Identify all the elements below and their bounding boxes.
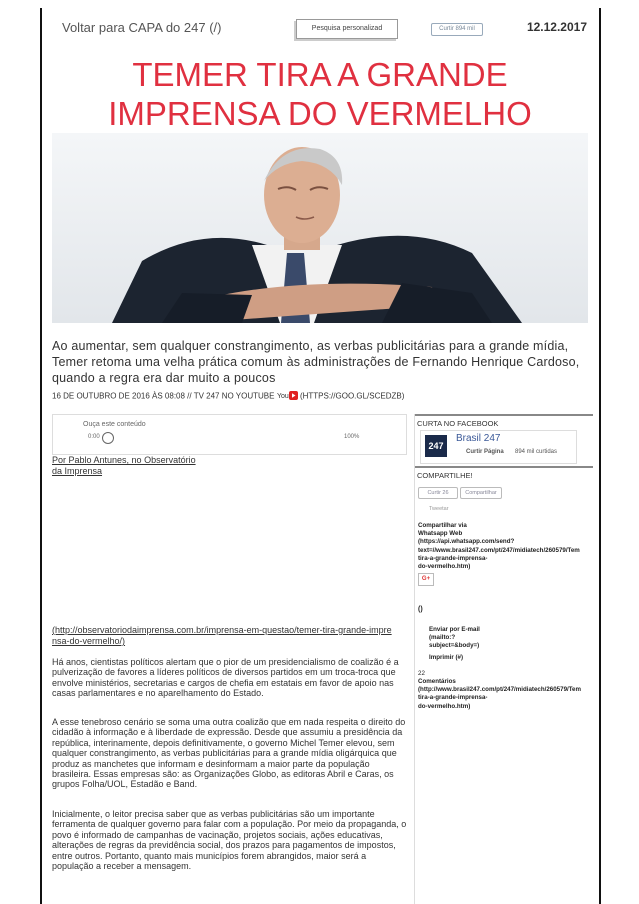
email-share-link[interactable]: Enviar por E-mail (mailto:? subject=&body=) <box>429 626 480 650</box>
comments-count: 22 <box>418 670 425 677</box>
svg-text:You: You <box>276 393 289 400</box>
article-date-source: 16 DE OUTUBRO DE 2016 ÀS 08:08 // TV 247 NO YOUTUBE <box>52 391 275 401</box>
facebook-section-header: CURTA NO FACEBOOK <box>415 414 593 428</box>
audio-knob-icon[interactable] <box>102 432 114 444</box>
temer-photo <box>52 133 588 323</box>
article-byline[interactable] <box>52 455 196 477</box>
byline-line-1: Por Pablo Antunes, no Observatório <box>52 455 196 465</box>
youtube-link[interactable]: (HTTPS://GOO.GL/SCEDZB) <box>299 391 405 401</box>
comments-link[interactable]: Comentários (http://www.brasil247.com/pt/247/midiatech/260579/Tem tira-a-grande-imprensa- do-vermelho.htm) <box>418 678 581 710</box>
back-to-home-link[interactable]: Voltar para CAPA do 247 (/) <box>62 20 222 35</box>
audio-player <box>52 414 407 455</box>
paragraph-2: A esse tenebroso cenário se soma uma outra coalizão que em nada respeita o direito do cidadão à informação e à liberdade de expressão. Desde que assumiu a presidência da república, interinamente, depois definitivamente, o governo Michel Temer elevou, sem qualquer constrangimento, as verbas publicitárias para a grande mídia oligárquica que produz as manchetes que informam e desinformam a maior parte da população brasileira. Essas empresas são: as Organizações Globo, as editoras Abril e Caras, os grupos Folha/UOL, Estadão e Band. <box>52 717 406 790</box>
facebook-page-widget <box>420 430 577 464</box>
whatsapp-share-link[interactable]: Compartilhar via Whatsapp Web (https://api.whatsapp.com/send? text=//www.brasil247.com/pt/247/midiatech/260579/Tem tira-a-grande-imprensa- do-vermelho.htm) <box>418 522 580 571</box>
facebook-share-button[interactable]: Compartilhar <box>460 487 502 499</box>
facebook-like-count: 894 mil curtidas <box>515 449 558 455</box>
empty-link[interactable]: () <box>418 606 423 613</box>
paragraph-3: Inicialmente, o leitor precisa saber que as verbas publicitárias são um importante ferramenta de qualquer governo para falar com a população. Por meio da propaganda, o povo é informado de campanhas de vacinação, projetos sociais, ações educativas, alterações de regras da previdência social, dos prazos para pagamentos de impostos, entre outros. Portanto, quanto mais municípios forem abrangidos, maior será a população a receber a mensagem. <box>52 809 407 872</box>
article-meta <box>52 391 404 402</box>
custom-search-input[interactable]: Pesquisa personalizad <box>296 19 398 39</box>
google-plus-icon[interactable]: G+ <box>418 573 434 586</box>
page-date: 12.12.2017 <box>526 20 587 34</box>
byline-line-2: da Imprensa <box>52 466 103 476</box>
facebook-like-page-button[interactable]: Curtir Página <box>466 449 504 455</box>
article-hero-photo <box>52 133 588 323</box>
facebook-page-name[interactable]: Brasil 247 <box>456 433 501 444</box>
facebook-like-button[interactable]: Curtir 894 mil <box>431 23 483 36</box>
brasil247-logo: 247 <box>425 435 447 457</box>
paragraph-1: Há anos, cientistas políticos alertam que o pior de um presidencialismo de coalizão é a pulverização de favores a líderes políticos de diversos partidos em um troca-troca que envolve ministérios, secretarias e cargos de chefia em estatais em favor de apoio nas casas parlamentares e no aparelhamento do Estado. <box>52 657 399 699</box>
article-summary: Ao aumentar, sem qualquer constrangimento, as verbas publicitárias para a grande mídia, Temer retoma uma velha prática comum às administrações de Fernando Henrique Cardoso, quando a regra era dar muito a poucos <box>52 339 580 385</box>
share-section-header: COMPARTILHE! <box>415 466 593 480</box>
audio-time-start: 0:00 <box>88 434 100 440</box>
sidebar <box>414 414 601 904</box>
article-headline: TEMER TIRA A GRANDE IMPRENSA DO VERMELHO <box>108 56 532 132</box>
audio-volume: 100% <box>344 434 360 440</box>
youtube-icon[interactable] <box>277 391 298 402</box>
share-like-button[interactable]: Curtir 26 <box>418 487 458 499</box>
audio-label: Ouça este conteúdo <box>83 421 146 428</box>
page-edge-left <box>40 8 42 904</box>
source-link[interactable]: (http://observatoriodaimprensa.com.br/imprensa-em-questao/temer-tira-grande-imprensa-do-vermelho/) <box>52 625 392 646</box>
tweet-button[interactable]: Tweetar <box>429 506 449 512</box>
print-link[interactable]: Imprimir (#) <box>429 654 464 661</box>
top-bar <box>62 20 587 42</box>
